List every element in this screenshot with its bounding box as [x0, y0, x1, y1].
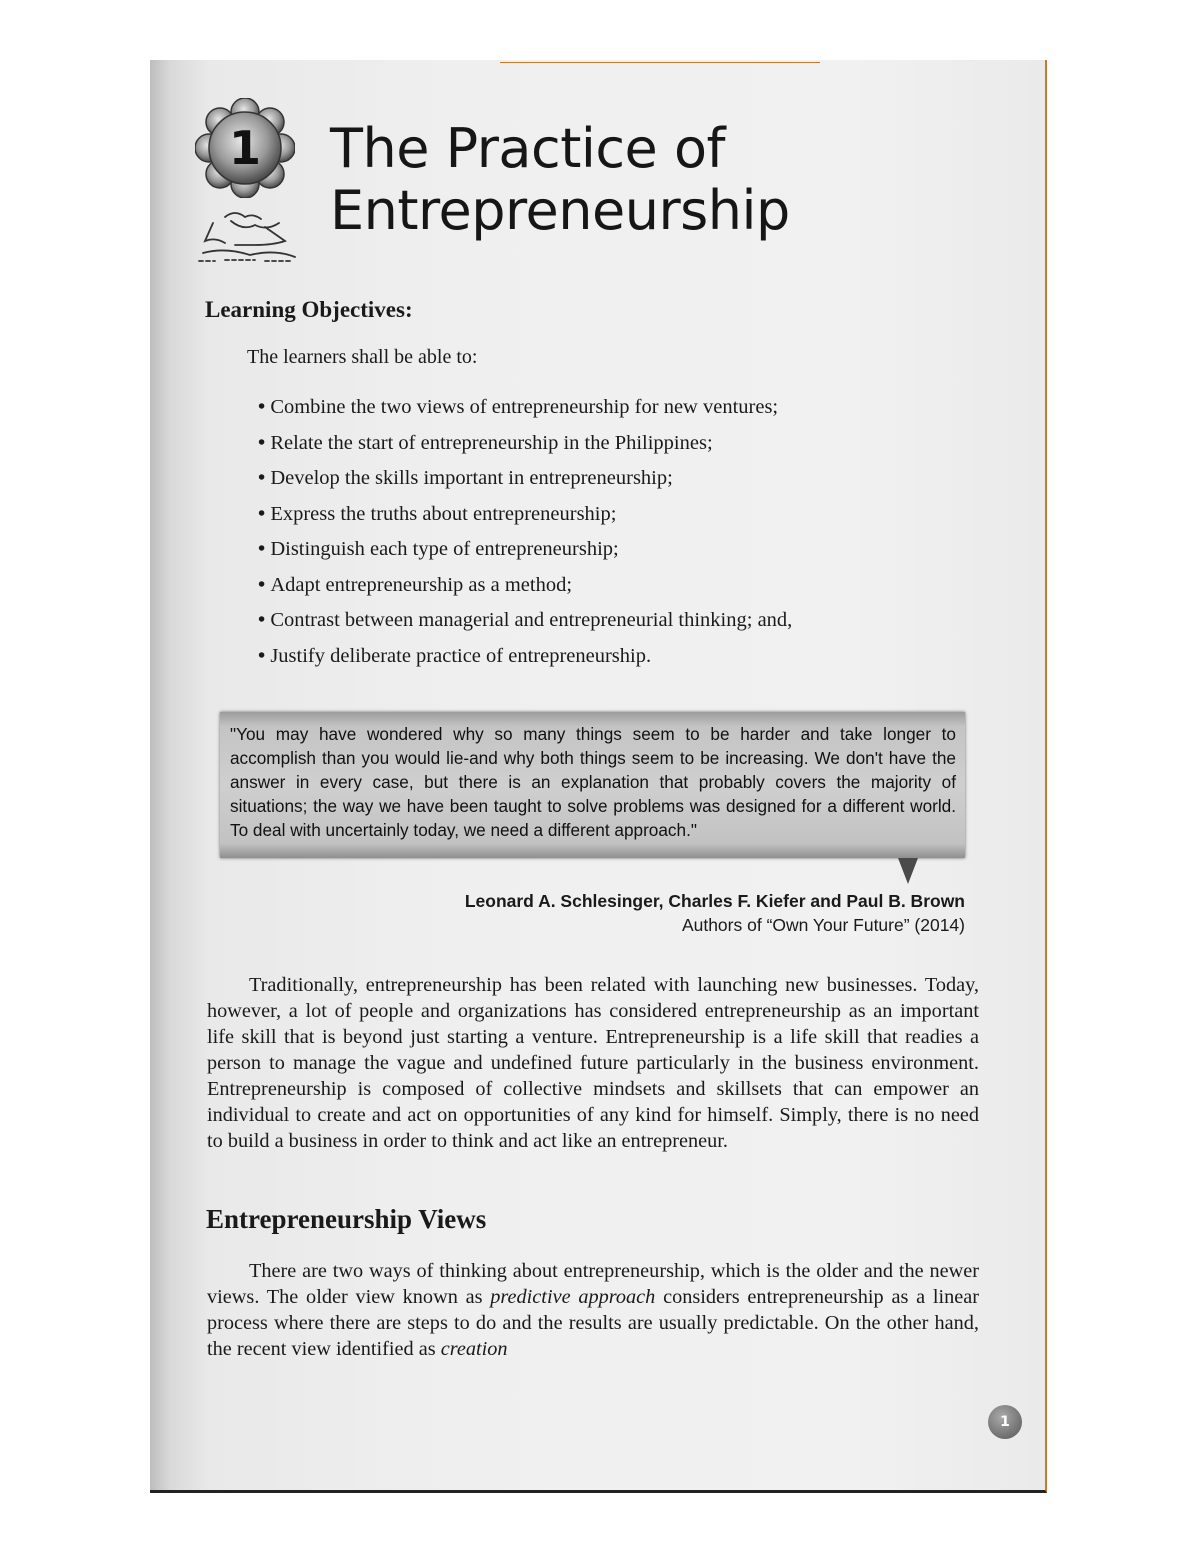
objective-item: • Distinguish each type of entrepreneurship; [258, 534, 792, 570]
page-number-badge: 1 [988, 1405, 1022, 1439]
objective-item: • Combine the two views of entrepreneurship for new ventures; [258, 392, 792, 428]
learning-objectives-intro: The learners shall be able to: [247, 346, 478, 368]
objective-item: • Relate the start of entrepreneurship in the Philippines; [258, 428, 792, 464]
creation-term: creation [440, 1338, 508, 1360]
chapter-badge [195, 98, 295, 198]
objective-item: • Justify deliberate practice of entrepreneurship. [258, 641, 792, 677]
chapter-title [330, 118, 790, 242]
body-paragraph-2 [207, 1258, 979, 1362]
objective-item: • Develop the skills important in entrepreneurship; [258, 463, 792, 499]
chapter-title-line-2: Entrepreneurship [330, 179, 790, 242]
paragraph-2-text-mid: considers entrepreneurship as a linear process where there are steps to do and the results are usually predictable. On the other hand, the recent view identified as [207, 1286, 980, 1360]
learning-objectives-list [258, 392, 792, 676]
predictive-approach-term: predictive approach [490, 1286, 656, 1308]
chapter-number: 1 [228, 121, 261, 175]
page-edge-line [500, 62, 820, 63]
quote-authors: Leonard A. Schlesinger, Charles F. Kiefer and Paul B. Brown [464, 891, 965, 911]
paragraph-2-text-start: There are two ways of thinking about entrepreneurship, which is the older and the newer views. The older view known as [207, 1260, 979, 1308]
objective-item: • Adapt entrepreneurship as a method; [258, 570, 792, 606]
quote-source: Authors of “Own Your Future” (2014) [681, 915, 965, 935]
objective-item: • Express the truths about entrepreneurship; [258, 499, 792, 535]
quote-text: "You may have wondered why so many things seem to be harder and take longer to accomplish than you would lie-and why both things seem to be increasing. We don't have the answer in every case, but there is an explanation that probably covers the majority of situations; the way we have been taught to solve problems was designed for a different world. To deal with uncertainly today, we need a different approach." [230, 724, 956, 840]
objective-item: • Contrast between managerial and entrepreneurial thinking; and, [258, 605, 792, 641]
body-paragraph-1: Traditionally, entrepreneurship has been related with launching new businesses. Today, however, a lot of people and organizations has considered entrepreneurship as an important life skill that is beyond just starting a venture. Entrepreneurship is a life skill that readies a person to manage the vague and undefined future particularly in the business environment. Entrepreneurship is composed of collective mindsets and skillsets that can empower an individual to create and act on opportunities of any kind for himself. Simply, there is no need to build a business in order to think and act like an entrepreneur. [207, 974, 979, 1152]
section-heading: Entrepreneurship Views [206, 1204, 487, 1234]
chapter-title-line-1: The Practice of [330, 117, 725, 180]
quote-pointer [898, 858, 918, 884]
learning-objectives-heading: Learning Objectives: [205, 297, 413, 322]
meditating-figure-icon [195, 205, 305, 265]
